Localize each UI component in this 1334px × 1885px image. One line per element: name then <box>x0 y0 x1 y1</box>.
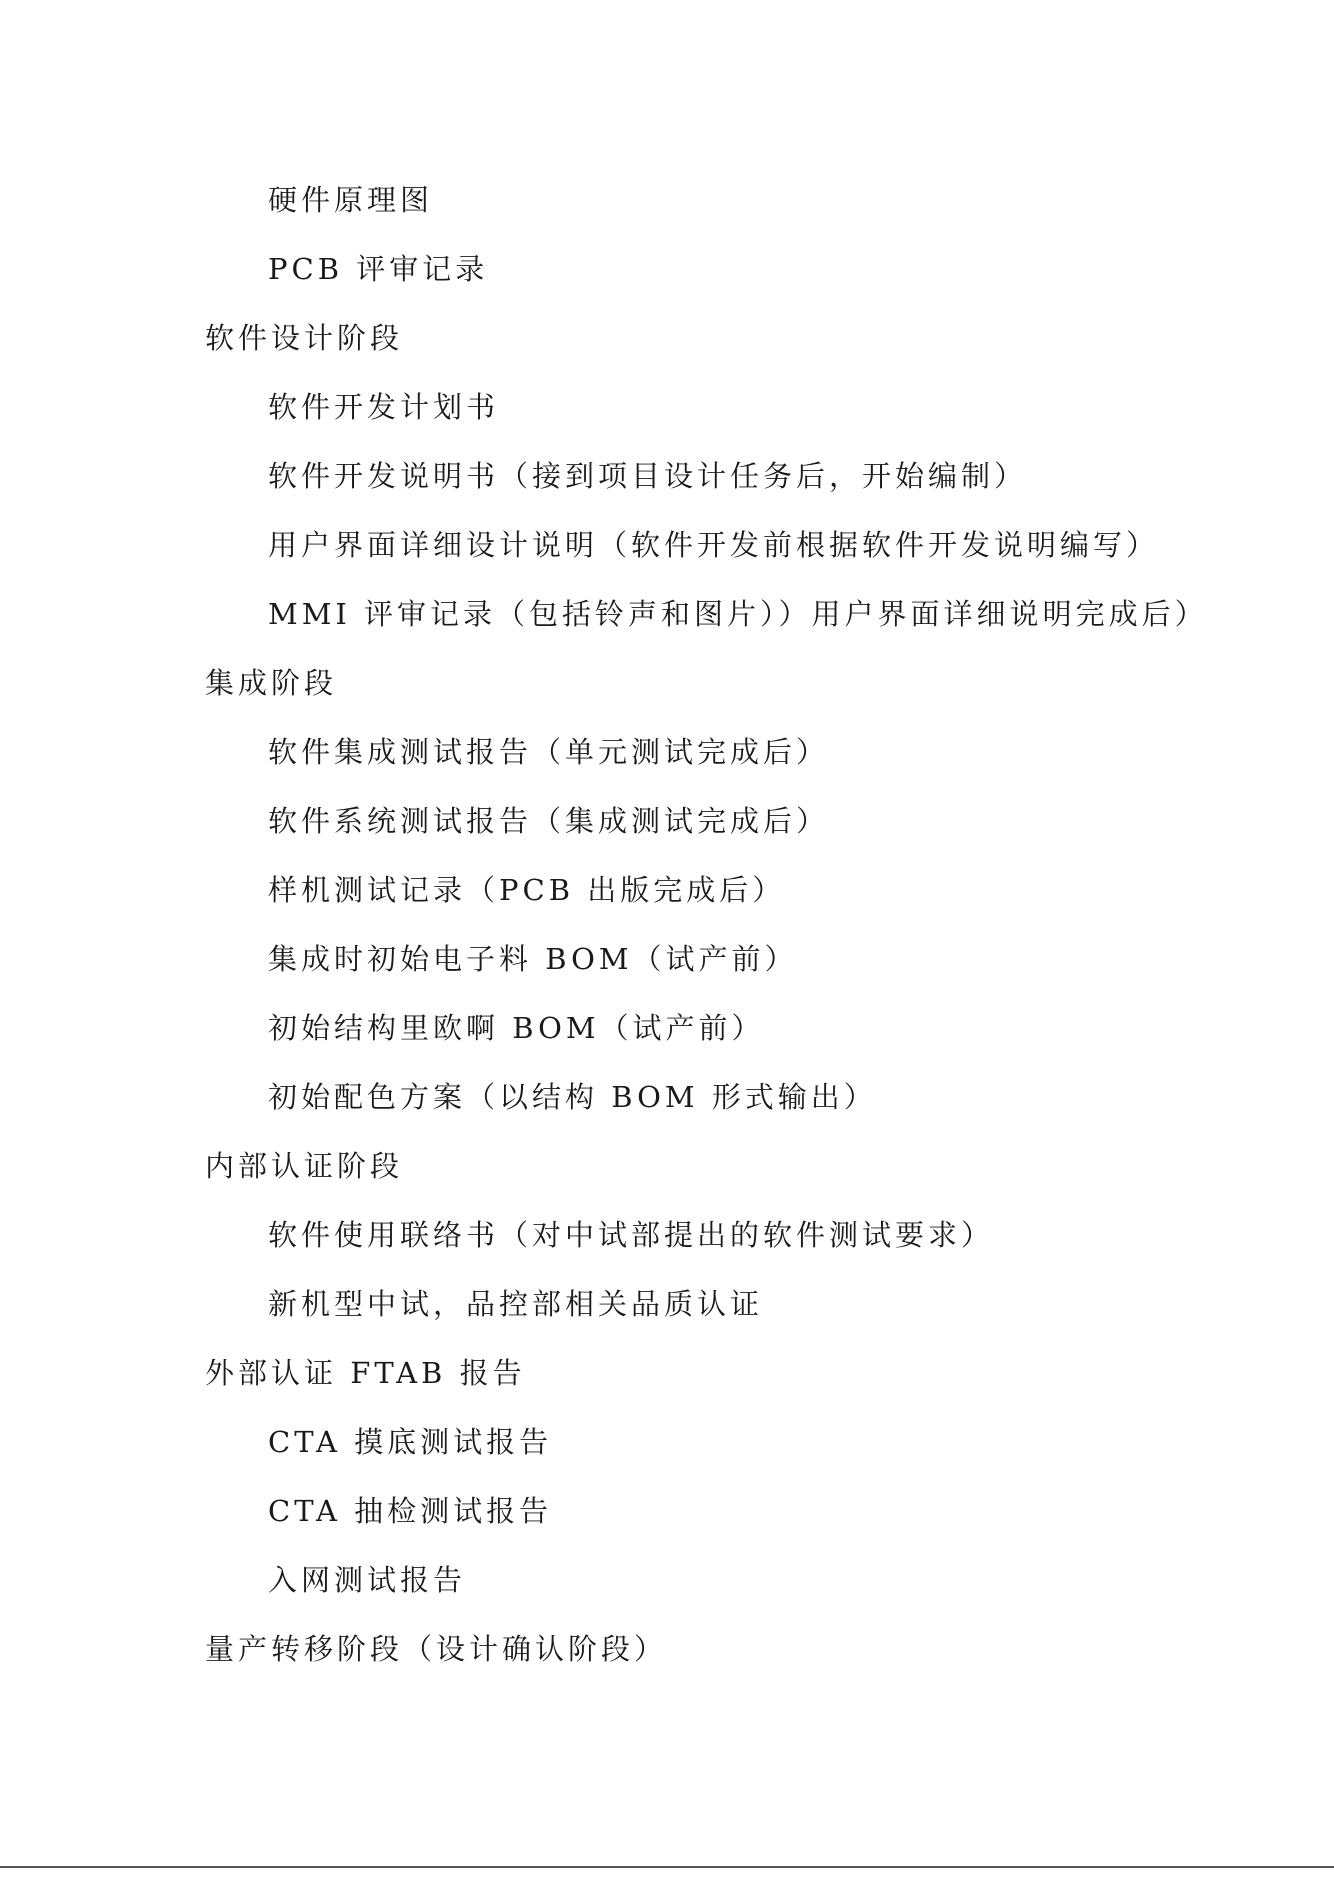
doc-line: CTA 抽检测试报告 <box>268 1494 553 1528</box>
section-heading: 内部认证阶段 <box>205 1149 404 1183</box>
doc-line: CTA 摸底测试报告 <box>268 1425 553 1459</box>
section-heading: 量产转移阶段（设计确认阶段） <box>205 1632 668 1666</box>
doc-line: 样机测试记录（PCB 出版完成后） <box>268 873 786 907</box>
doc-line: 硬件原理图 <box>268 183 434 217</box>
section-heading: 外部认证 FTAB 报告 <box>205 1356 526 1390</box>
doc-line: PCB 评审记录 <box>268 252 489 286</box>
doc-line: 软件开发说明书（接到项目设计任务后，开始编制） <box>268 459 1028 493</box>
doc-line: 软件开发计划书 <box>268 390 500 424</box>
doc-line: MMI 评审记录（包括铃声和图片））用户界面详细说明完成后） <box>268 597 1208 631</box>
doc-line: 软件系统测试报告（集成测试完成后） <box>268 804 830 838</box>
doc-line: 初始配色方案（以结构 BOM 形式输出） <box>268 1080 877 1114</box>
doc-line: 软件使用联络书（对中试部提出的软件测试要求） <box>268 1218 995 1252</box>
doc-line: 入网测试报告 <box>268 1563 467 1597</box>
doc-line: 软件集成测试报告（单元测试完成后） <box>268 735 830 769</box>
section-heading: 集成阶段 <box>205 666 338 700</box>
doc-line: 用户界面详细设计说明（软件开发前根据软件开发说明编写） <box>268 528 1160 562</box>
doc-line: 初始结构里欧啊 BOM（试产前） <box>268 1011 765 1045</box>
doc-line: 新机型中试，品控部相关品质认证 <box>268 1287 764 1321</box>
section-heading: 软件设计阶段 <box>205 321 404 355</box>
doc-line: 集成时初始电子料 BOM（试产前） <box>268 942 798 976</box>
page-bottom-rule <box>0 1866 1334 1868</box>
